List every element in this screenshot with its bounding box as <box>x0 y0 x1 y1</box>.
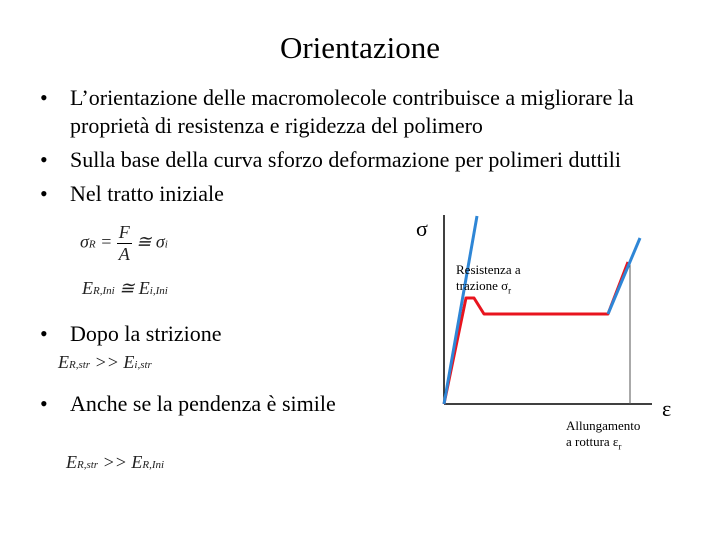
formula-subscript: i <box>164 238 168 251</box>
formula-operator: >> <box>102 452 127 472</box>
initial-slope-line <box>444 216 477 404</box>
label-line: a rottura $\varepsilon_r$ <box>566 434 622 452</box>
formula-subscript: R <box>88 238 96 251</box>
formula-symbol: E <box>82 278 93 298</box>
formula-symbol: E <box>123 352 135 372</box>
bullet-dot: • <box>40 321 48 346</box>
formula-subscript: R,str <box>77 459 99 471</box>
formula-subscript: R,Ini <box>93 285 115 297</box>
elongation-at-break-label <box>566 418 640 455</box>
label-line: Allungamento <box>566 418 641 433</box>
bullet-dot: • <box>40 181 48 206</box>
formula-symbol: E <box>138 278 150 298</box>
formula-subscript: i,Ini <box>149 285 168 297</box>
x-axis-symbol: ε <box>662 396 672 421</box>
y-axis-symbol: σ <box>416 216 428 241</box>
slide-title: Orientazione <box>279 30 441 65</box>
formula-operator: ≅ <box>136 231 152 252</box>
bullet-text: Sulla base della curva sforzo deformazione per polimeri duttili <box>70 147 622 172</box>
bullet-text: proprietà di resistenza e rigidezza del polimero <box>70 113 483 138</box>
formula-operator: ≅ <box>119 278 135 298</box>
formula-subscript: R,Ini <box>142 459 165 471</box>
label-line: trazione $\sigma_r$ <box>456 278 512 296</box>
bullet-dot: • <box>40 391 48 416</box>
formula-symbol: σ <box>80 231 89 252</box>
formula-symbol: E <box>131 452 143 472</box>
formula-denominator: A <box>118 244 130 264</box>
bullet-text: L’orientazione delle macromolecole contribuisce a migliorare la <box>70 85 634 110</box>
formula-subscript: R,str <box>69 359 91 371</box>
tensile-strength-label <box>456 262 521 299</box>
bullet-text: Anche se la pendenza è simile <box>70 391 336 416</box>
bullet-text: Nel tratto iniziale <box>70 181 224 206</box>
bullet-dot: • <box>40 147 48 172</box>
formula-symbol: E <box>58 352 69 372</box>
post-necking-slope-line <box>608 238 640 314</box>
formula-operator: >> <box>94 352 119 372</box>
formula-symbol: σ <box>155 231 165 252</box>
bullet-text: Dopo la strizione <box>70 321 222 346</box>
bullet-dot: • <box>40 85 48 110</box>
label-subscript: r <box>618 441 622 452</box>
formula-operator: = <box>100 231 113 252</box>
formula-numerator: F <box>118 222 130 242</box>
label-line: Resistenza a <box>456 262 521 277</box>
formula-subscript: i,str <box>134 359 152 371</box>
label-subscript: r <box>508 285 512 296</box>
formula-symbol: E <box>66 452 77 472</box>
